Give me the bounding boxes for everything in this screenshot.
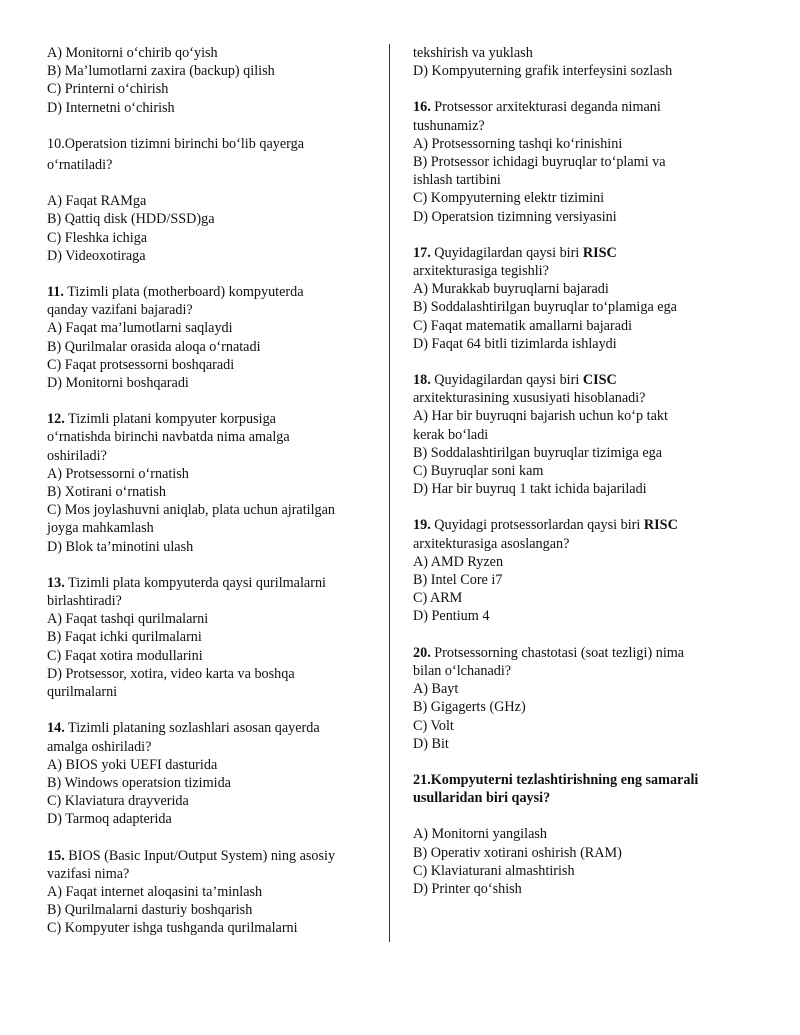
option: D) Tarmoq adapterida <box>47 811 172 828</box>
option: C) Kompyuterning elektr tizimini <box>413 190 605 207</box>
option: A) Faqat RAMga <box>47 193 147 210</box>
option: B) Windows operatsion tizimida <box>47 774 231 791</box>
question-text-part: Quyidagi protsessorlardan qaysi biri <box>430 517 644 534</box>
option: A) Murakkab buyruqlarni bajaradi <box>413 281 609 298</box>
option: D) Operatsion tizimning versiyasini <box>413 208 617 225</box>
question-text-part: Tizimli platani kompyuter korpusiga <box>64 411 276 428</box>
option: B) Ma’lumotlarni zaxira (backup) qilish <box>47 63 275 80</box>
option: B) Qurilmalarni dasturiy boshqarish <box>47 902 253 919</box>
option: B) Faqat ichki qurilmalarni <box>47 629 202 646</box>
question-number: 11. <box>47 284 64 301</box>
question-text <box>47 283 377 301</box>
option: kerak bo‘ladi <box>413 426 489 443</box>
option: B) Soddalashtirilgan buyruqlar tizimiga ega <box>413 444 663 461</box>
question-text <box>47 410 377 428</box>
question-text <box>413 98 763 116</box>
question-text: tushunamiz? <box>413 117 485 134</box>
question-text: oshiriladi? <box>47 447 107 464</box>
option: C) Faqat matematik amallarni bajaradi <box>413 317 633 334</box>
question-11 <box>47 283 377 392</box>
option: D) Kompyuterning grafik interfeysini sozlash <box>413 63 673 80</box>
question-text-part: Tizimli plata (motherboard) kompyuterda <box>63 284 304 301</box>
option: D) Faqat 64 bitli tizimlarda ishlaydi <box>413 335 617 352</box>
option: C) Klaviaturani almashtirish <box>413 862 575 879</box>
option: B) Operativ xotirani oshirish (RAM) <box>413 844 622 861</box>
question-12 <box>47 410 377 556</box>
option: B) Intel Core i7 <box>413 572 503 589</box>
question-text <box>413 644 763 662</box>
option: A) Faqat ma’lumotlarni saqlaydi <box>47 320 233 337</box>
question-text: arxitekturasiga tegishli? <box>413 263 549 280</box>
option: A) Monitorni yangilash <box>413 826 547 843</box>
question-text: birlashtiradi? <box>47 593 122 610</box>
option: C) Kompyuter ishga tushganda qurilmalarni <box>47 920 298 937</box>
option: D) Har bir buyruq 1 takt ichida bajariladi <box>413 481 647 498</box>
option: D) Blok ta’minotini ulash <box>47 538 194 555</box>
question-number: 18. <box>413 372 431 389</box>
option: A) Har bir buyruqni bajarish uchun ko‘p takt <box>413 408 668 425</box>
question-text-part: Protsessorning chastotasi (soat tezligi) nima <box>430 644 685 661</box>
question-text <box>47 574 377 592</box>
column-divider <box>389 44 390 942</box>
question-text: o‘rnatiladi? <box>47 157 113 174</box>
question-text: 21.Kompyuterni tezlashtirishning eng samarali <box>413 771 699 788</box>
question-keyword: CISC <box>582 372 617 389</box>
question-text <box>413 371 763 389</box>
question-text: arxitekturasiga asoslangan? <box>413 535 570 552</box>
option: C) Faqat xotira modullarini <box>47 647 203 664</box>
option: A) Bayt <box>413 681 459 698</box>
question-text-part: Protsessor arxitekturasi deganda nimani <box>430 99 661 116</box>
question-text-part: Quyidagilardan qaysi biri <box>430 372 583 389</box>
question-number: 13. <box>47 574 65 591</box>
option: C) Fleshka ichiga <box>47 229 148 246</box>
option: A) Faqat tashqi qurilmalarni <box>47 611 209 628</box>
question-text: usullaridan biri qaysi? <box>413 790 551 807</box>
option: A) Faqat internet aloqasini ta’minlash <box>47 883 263 900</box>
option: A) Monitorni o‘chirib qo‘yish <box>47 45 218 61</box>
question-text: arxitekturasining xususiyati hisoblanadi? <box>413 390 646 407</box>
question-10 <box>47 135 377 265</box>
question-number: 12. <box>47 411 65 428</box>
option: C) Volt <box>413 717 454 734</box>
option: C) Klaviatura drayverida <box>47 793 189 810</box>
option: D) Pentium 4 <box>413 608 490 625</box>
question-text <box>47 847 377 865</box>
option: D) Monitorni boshqaradi <box>47 375 189 392</box>
question-18 <box>413 371 763 498</box>
question-number: 19. <box>413 517 431 534</box>
question-text <box>413 516 763 534</box>
question-15-continued <box>413 44 763 80</box>
question-17 <box>413 244 763 353</box>
option: D) Internetni o‘chirish <box>47 99 175 116</box>
question-number: 15. <box>47 847 65 864</box>
left-column <box>47 44 377 938</box>
question-15 <box>47 847 377 938</box>
option: C) ARM <box>413 590 463 607</box>
question-text-part: Tizimli plata kompyuterda qaysi qurilmalarni <box>64 574 326 591</box>
question-14 <box>47 719 377 828</box>
option: A) Protsessorning tashqi ko‘rinishini <box>413 135 623 152</box>
option: A) AMD Ryzen <box>413 553 504 570</box>
option: B) Xotirani o‘rnatish <box>47 484 166 501</box>
question-text: bilan o‘lchanadi? <box>413 662 512 679</box>
right-column <box>413 44 763 898</box>
option: A) Protsessorni o‘rnatish <box>47 465 189 482</box>
question-text <box>413 244 763 262</box>
option: A) BIOS yoki UEFI dasturida <box>47 756 218 773</box>
option: joyga mahkamlash <box>47 520 154 537</box>
option: B) Qattiq disk (HDD/SSD)ga <box>47 211 215 228</box>
question-text-part: Tizimli plataning sozlashlari asosan qayerda <box>64 720 320 737</box>
option: C) Buyruqlar soni kam <box>413 463 544 480</box>
option: C) Mos joylashuvni aniqlab, plata uchun ajratilgan <box>47 502 336 519</box>
option: B) Gigagerts (GHz) <box>413 699 526 716</box>
question-13 <box>47 574 377 701</box>
question-text: o‘rnatishda birinchi navbatda nima amalga <box>47 429 290 446</box>
question-16 <box>413 98 763 225</box>
question-text-part: Quyidagilardan qaysi biri <box>430 244 583 261</box>
question-9-options <box>47 44 377 117</box>
option: ishlash tartibini <box>413 172 501 189</box>
question-20 <box>413 644 763 753</box>
option: C) Printerni o‘chirish <box>47 81 169 98</box>
question-text-part: BIOS (Basic Input/Output System) ning asosiy <box>64 847 336 864</box>
question-number: 16. <box>413 99 431 116</box>
option: C) Faqat protsessorni boshqaradi <box>47 356 235 373</box>
question-19 <box>413 516 763 625</box>
question-number: 17. <box>413 244 431 261</box>
question-text: qanday vazifani bajaradi? <box>47 302 193 319</box>
question-keyword: RISC <box>643 517 678 534</box>
question-number: 14. <box>47 720 65 737</box>
question-keyword: RISC <box>582 244 617 261</box>
question-text: vazifasi nima? <box>47 865 130 882</box>
option: D) Videoxotiraga <box>47 247 146 264</box>
option: D) Bit <box>413 735 449 752</box>
option: tekshirish va yuklash <box>413 45 533 61</box>
option: D) Printer qo‘shish <box>413 880 522 897</box>
question-text: 10.Operatsion tizimni birinchi bo‘lib qayerga <box>47 135 305 152</box>
option: D) Protsessor, xotira, video karta va boshqa <box>47 665 295 682</box>
question-text: amalga oshiriladi? <box>47 738 152 755</box>
option: B) Protsessor ichidagi buyruqlar to‘plami va <box>413 154 666 171</box>
option: B) Qurilmalar orasida aloqa o‘rnatadi <box>47 338 261 355</box>
question-number: 20. <box>413 644 431 661</box>
question-text <box>47 719 377 737</box>
option: qurilmalarni <box>47 684 118 701</box>
option: B) Soddalashtirilgan buyruqlar to‘plamiga ega <box>413 299 677 316</box>
question-21 <box>413 771 763 898</box>
